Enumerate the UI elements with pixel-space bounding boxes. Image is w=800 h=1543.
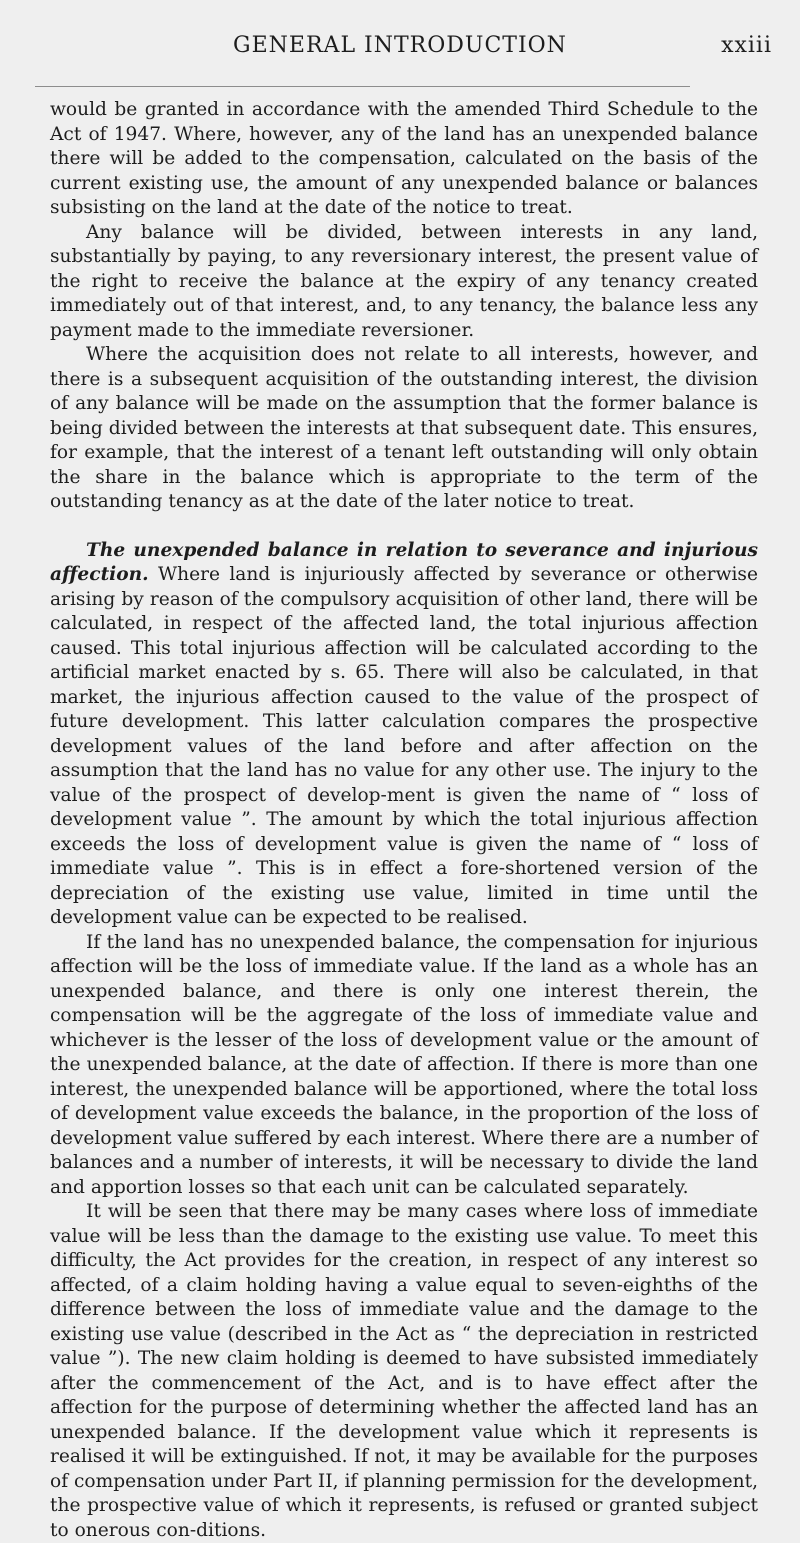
body-text bbox=[50, 98, 758, 1543]
paragraph-3: Where the acquisition does not relate to all interests, however, and there is a subsequent acquisition of the outstanding interest, the division of any balance will be made on the assumption that the former balance is being divided between the interests at that subsequent date. This ensures, for example, that the interest of a tenant left outstanding will only obtain the share in the balance which is appropriate to the term of the outstanding tenancy as at the date of the later notice to treat. bbox=[50, 344, 758, 512]
paragraph-4 bbox=[50, 539, 758, 931]
paragraph-2: Any balance will be divided, between interests in any land, substantially by paying, to any reversionary interest, the present value of the right to receive the balance at the expiry of any tenancy created immediately out of that interest, and, to any tenancy, the balance less any payment made to the immediate reversioner. bbox=[50, 221, 758, 341]
paragraph-6: It will be seen that there may be many cases where loss of immediate value will be less than the damage to the existing use value. To meet this difficulty, the Act provides for the creation, in respect of any interest so affected, of a claim holding having a value equal to seven-eighths of the difference between the loss of immediate value and the damage to the existing use value (described in the Act as “ the depreciation in restricted value ”). The new claim holding is deemed to have subsisted immediately after the commencement of the Act, and is to have effect after the affection for the purpose of determining whether the affected land has an unexpended balance. If the development value which it represents is realised it will be extinguished. If not, it may be available for the purposes of compensation under Part II, if planning permission for the development, the prospective value of which it represents, is refused or granted subject to onerous con-ditions. bbox=[50, 1201, 758, 1541]
section-heading: The unexpended balance in relation to severance and injurious affection. bbox=[50, 539, 758, 585]
header-rule bbox=[35, 86, 690, 87]
paragraph-5: If the land has no unexpended balance, the compensation for injurious affection will be the loss of immediate value. If the land as a whole has an unexpended balance, and there is only one interest therein, the compensation will be the aggregate of the loss of immediate value and whichever is the lesser of the loss of development value or the amount of the unexpended balance, at the date of affection. If there is more than one interest, the unexpended balance will be apportioned, where the total loss of development value exceeds the balance, in the proportion of the loss of development value suffered by each interest. Where there are a number of balances and a number of interests, it will be necessary to divide the land and apportion losses so that each unit can be calculated separately. bbox=[50, 931, 758, 1198]
page-number: xxiii bbox=[721, 33, 772, 58]
page-header bbox=[28, 24, 772, 58]
paragraph-4-text: Where land is injuriously affected by severance or otherwise arising by reason of the compulsory acquisition of other land, there will be calculated, in respect of the affected land, the total injurious affection caused. This total injurious affection will be calculated according to the artificial market enacted by s. 65. There will also be calculated, in that market, the injurious affection caused to the value of the prospect of future development. This latter calculation compares the prospective development values of the land before and after affection on the assumption that the land has no value for any other use. The injury to the value of the prospect of develop-ment is given the name of “ loss of development value ”. The amount by which the total injurious affection exceeds the loss of development value is given the name of “ loss of immediate value ”. This is in effect a fore-shortened version of the depreciation of the existing use value, limited in time until the development value can be expected to be realised. bbox=[50, 564, 758, 928]
paragraph-1: would be granted in accordance with the amended Third Schedule to the Act of 1947. Where, however, any of the land has an unexpended balance there will be added to the compensation, calculated on the basis of the current existing use, the amount of any unexpended balance or balances subsisting on the land at the date of the notice to treat. bbox=[50, 99, 758, 218]
running-head: GENERAL INTRODUCTION bbox=[233, 33, 567, 58]
